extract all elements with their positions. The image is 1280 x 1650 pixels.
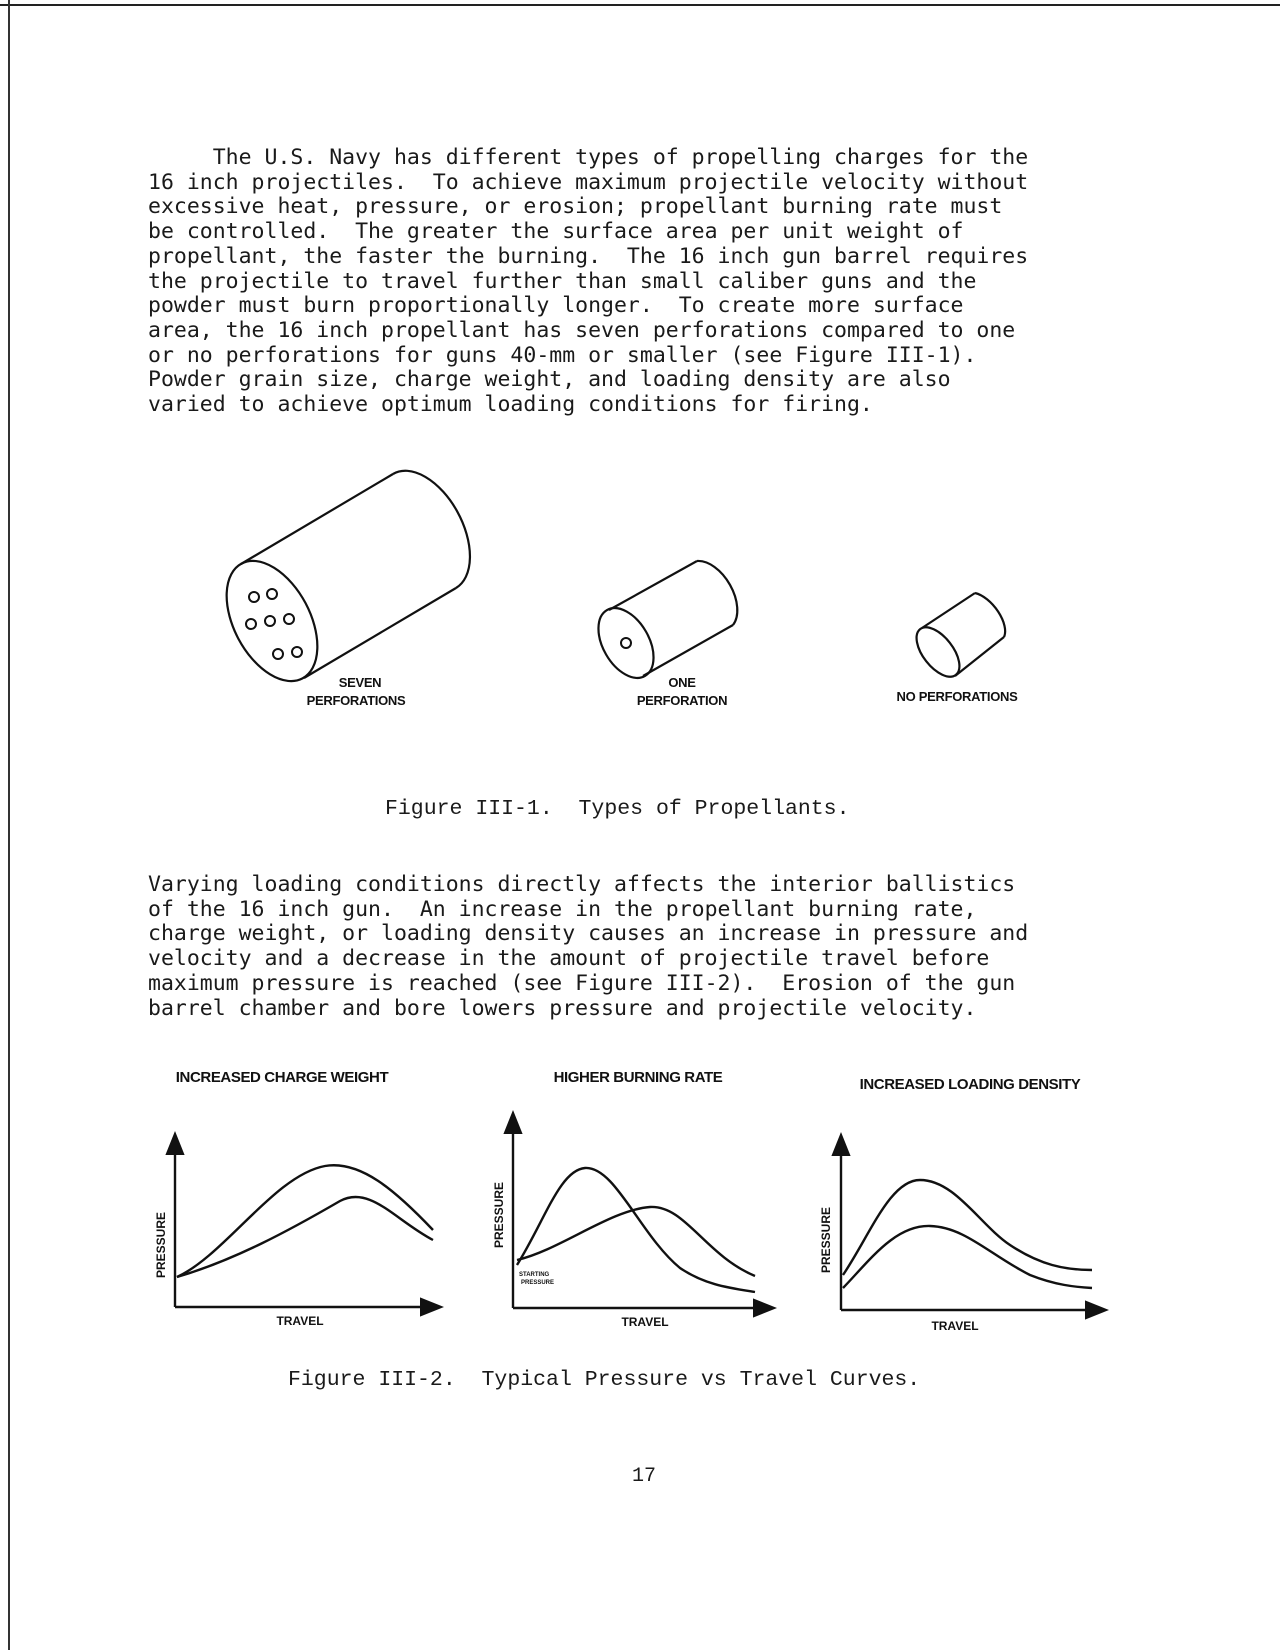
one-perforation-label-line1: ONE xyxy=(668,675,696,690)
chart-3-curve-lower xyxy=(843,1226,1092,1288)
seven-perforations-label-line1: SEVEN xyxy=(338,675,382,690)
chart-charge-weight xyxy=(154,1069,433,1328)
scan-border-top xyxy=(0,4,1280,6)
page-number: 17 xyxy=(632,1465,657,1488)
figure-pressure-travel-curves xyxy=(0,1060,1280,1340)
figure-propellant-types xyxy=(0,465,1280,795)
chart-1-x-label: TRAVEL xyxy=(276,1314,324,1328)
chart-2-note-line2: PRESSURE xyxy=(521,1280,555,1286)
chart-loading-density xyxy=(819,1076,1097,1333)
chart-1-title: INCREASED CHARGE WEIGHT xyxy=(175,1069,389,1086)
intro-paragraph: The U.S. Navy has different types of propelling charges for the 16 inch projectiles. To achieve maximum projectile velocity without excessive heat, pressure, or erosion; propellant burning rate must be controlled. The greater the surface area per unit weight of propellant, the faster the burning. The 16 inch gun barrel requires the projectile to travel further than small caliber guns and the powder must burn proportionally longer. To create more surface area, the 16 inch propellant has seven perforations compared to one or no perforations for guns 40-mm or smaller (see Figure III-1). Powder grain size, charge weight, and loading density are also varied to achieve optimum loading conditions for firing. xyxy=(148,145,1029,418)
figure-propellant-labels xyxy=(0,665,1280,725)
chart-2-note-line1: STARTING xyxy=(519,1272,550,1278)
chart-2-curve-fast xyxy=(517,1168,755,1292)
chart-3-curve-upper xyxy=(843,1180,1092,1275)
chart-3-y-label: PRESSURE xyxy=(819,1206,833,1274)
seven-perforations-label-line2: PERFORATIONS xyxy=(306,693,406,708)
chart-1-curve-lower xyxy=(177,1197,433,1277)
seven-perforation-grain xyxy=(208,471,470,696)
chart-3-title: INCREASED LOADING DENSITY xyxy=(859,1076,1081,1093)
chart-burning-rate xyxy=(492,1069,765,1329)
scan-border-left xyxy=(8,0,10,1650)
figure-1-caption: Figure III-1. Types of Propellants. xyxy=(385,797,850,821)
ballistics-paragraph: Varying loading conditions directly affects the interior ballistics of the 16 inch gun. An increase in the propellant burning rate, charge weight, or loading density causes an increase in pressure and velocity and a decrease in the amount of projectile travel before maximum pressure is reached (see Figure III-2). Erosion of the gun barrel chamber and bore lowers pressure and projectile velocity. xyxy=(148,872,1029,1021)
perforation-holes xyxy=(246,589,302,659)
no-perforations-label: NO PERFORATIONS xyxy=(896,689,1018,704)
chart-3-x-label: TRAVEL xyxy=(931,1319,979,1333)
one-perforation-label-line2: PERFORATION xyxy=(636,693,728,708)
figure-2-caption: Figure III-2. Typical Pressure vs Travel Curves. xyxy=(288,1368,921,1392)
chart-1-y-label: PRESSURE xyxy=(154,1211,168,1279)
chart-2-y-label: PRESSURE xyxy=(492,1181,506,1249)
chart-2-title: HIGHER BURNING RATE xyxy=(553,1069,723,1086)
chart-2-x-label: TRAVEL xyxy=(621,1315,669,1329)
